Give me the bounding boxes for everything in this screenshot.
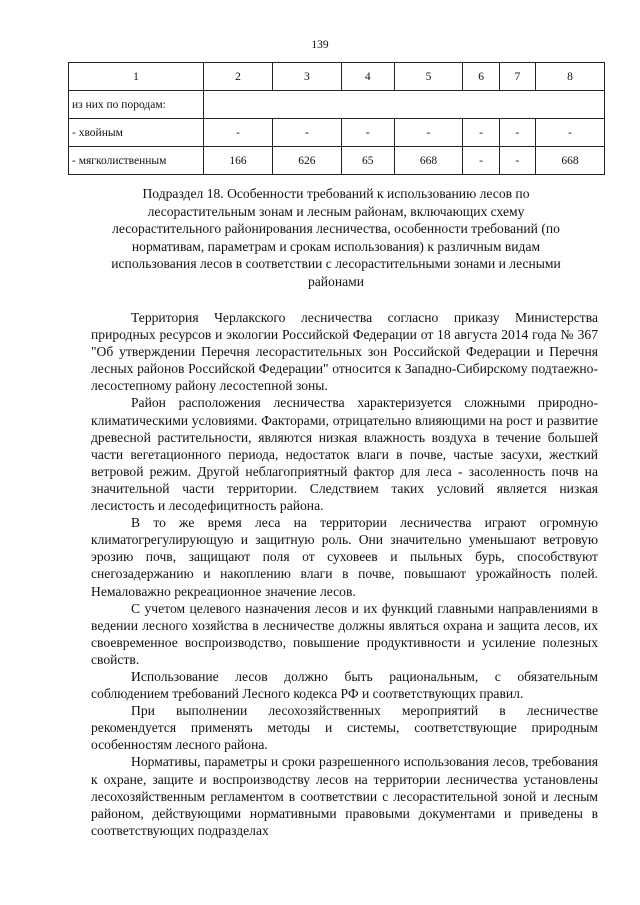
table-header-cell: 6 [463, 63, 499, 91]
table-header-cell: 1 [69, 63, 204, 91]
paragraph: Территория Черлакского лесничества согласно приказу Министерства природных ресурсов и экологии Российской Федерации от 18 августа 2014 года № 367 "Об утверждении Перечня лесорастительных зон Российской Федерации и Перечня лесных районов Российской Федерации" относится к Западно-Сибирскому подтаежно-лесостепному району лесостепной зоны. [91, 310, 598, 394]
table-header-cell: 4 [341, 63, 394, 91]
table-row [69, 91, 605, 119]
table-header-cell: 8 [535, 63, 604, 91]
table-cell: 668 [535, 147, 604, 175]
table-header-cell: 2 [204, 63, 273, 91]
table-header-cell: 5 [394, 63, 463, 91]
paragraph: С учетом целевого назначения лесов и их функций главными направлениями в ведении лесного хозяйства в лесничестве должны являться охрана и защита лесов, их своевременное воспроизводство, повышение продуктивности и усиление полезных свойств. [91, 600, 598, 667]
table-cell: 65 [341, 147, 394, 175]
row-label: - хвойным [69, 119, 204, 147]
table-cell: - [394, 119, 463, 147]
row-label: из них по породам: [69, 91, 204, 119]
table-header-cell: 7 [499, 63, 535, 91]
body-text [91, 309, 598, 839]
table-cell: 166 [204, 147, 273, 175]
table-header-cell: 3 [272, 63, 341, 91]
page-number: 139 [311, 39, 329, 51]
row-label: - мягколиственным [69, 147, 204, 175]
table-cell: - [535, 119, 604, 147]
table-cell: - [204, 119, 273, 147]
table-cell-empty [204, 91, 605, 119]
table-row [69, 147, 605, 175]
table-cell: - [499, 119, 535, 147]
table-row [69, 119, 605, 147]
paragraph: При выполнении лесохозяйственных мероприятий в лесничестве рекомендуется применять методы и системы, соответствующие природным особенностям лесного района. [91, 703, 598, 753]
paragraph: Использование лесов должно быть рациональным, с обязательным соблюдением требований Лесного кодекса РФ и соответствующих правил. [91, 668, 598, 702]
table-cell: 668 [394, 147, 463, 175]
paragraph: В то же время леса на территории лесничества играют огромную климатогрегулирующую и защитную роль. Они значительно уменьшают ветровую эрозию почв, защищают поля от суховеев и пыльных бурь, способствуют снегозадержанию и накоплению влаги в почве, повышают урожайность полей. Немаловажно рекреационное значение лесов. [91, 515, 598, 599]
table-cell: - [463, 147, 499, 175]
paragraph: Нормативы, параметры и сроки разрешенного использования лесов, требования к охране, защите и воспроизводству лесов на территории лесничества установлены лесохозяйственным регламентом в соответствии с лесорастительной зоной и лесным районом, действующими нормативными правовыми документами и приведены в соответствующих подразделах [91, 754, 598, 838]
table-cell: - [463, 119, 499, 147]
data-table [68, 62, 605, 175]
table-cell: - [341, 119, 394, 147]
table-cell: - [499, 147, 535, 175]
paragraph: Район расположения лесничества характеризуется сложными природно-климатическими условиями. Факторами, отрицательно влияющими на рост и развитие древесной растительности, являются низкая влажность воздуха в течение большей части вегетационного периода, недостаток влаги в почве, частые засухи, жесткий ветровой режим. Другой неблагоприятный фактор для леса - засоленность почв на значительной части территории. Следствием таких условий является низкая лесистость и лесодефицитность района. [91, 395, 598, 514]
table-header-row [69, 63, 605, 91]
table-cell: - [272, 119, 341, 147]
section-heading: Подраздел 18. Особенности требований к использованию лесов по лесорастительным зонам и лесным районам, включающих схему лесорастительного районирования лесничества, особенности требований (по нормативам, параметрам и срокам использования) к различным видам использования лесов в соответствии с лесорастительными зонами и лесными районами [111, 186, 561, 289]
table-cell: 626 [272, 147, 341, 175]
